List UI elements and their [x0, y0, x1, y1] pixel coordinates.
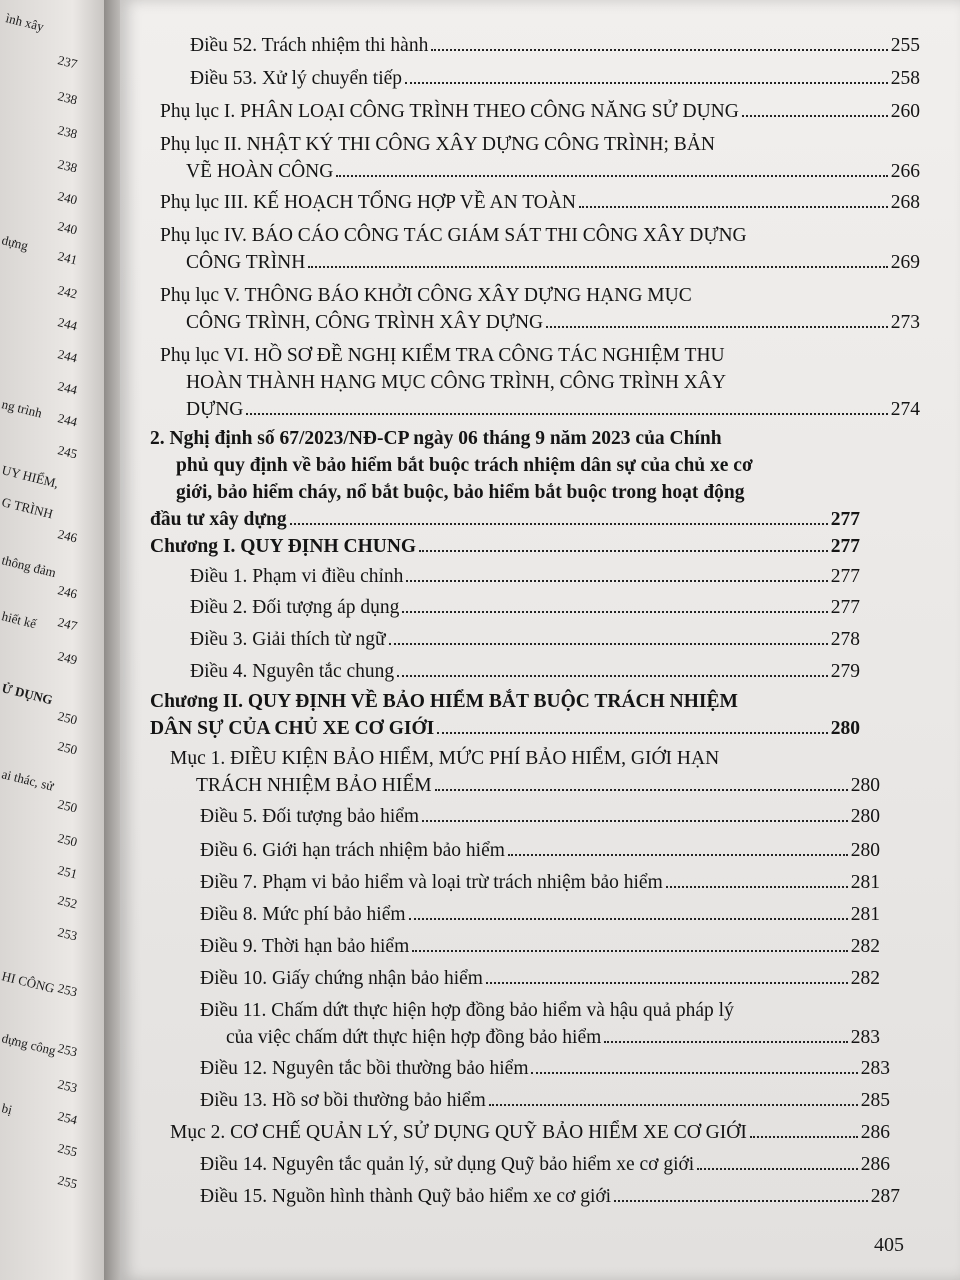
- dot-leader: [397, 675, 828, 677]
- dot-leader: [419, 550, 828, 552]
- toc-page-number: 274: [890, 399, 920, 420]
- toc-entry-line: Phụ lục II. NHẬT KÝ THI CÔNG XÂY DỰNG CÔNG TRÌNH; BẢN: [160, 134, 715, 155]
- dot-leader: [486, 982, 848, 984]
- toc-page-number: 277: [830, 597, 860, 618]
- toc-entry-last-line: [190, 65, 920, 92]
- dot-leader: [750, 1136, 858, 1138]
- toc-entry-last-line: [170, 772, 880, 799]
- dot-leader: [402, 611, 827, 613]
- dot-leader: [546, 326, 888, 328]
- dot-leader: [246, 413, 887, 415]
- facing-page-fragment: 240: [56, 218, 79, 238]
- toc-entry: [200, 803, 880, 830]
- toc-page-number: 286: [860, 1122, 890, 1143]
- toc-page-number: 258: [890, 68, 920, 89]
- toc-entry-title: Chương I. QUY ĐỊNH CHUNG: [150, 536, 417, 557]
- facing-page-fragment: bị: [0, 1100, 14, 1118]
- toc-entry: [190, 563, 860, 590]
- toc-entry-title: Điều 12. Nguyên tắc bồi thường bảo hiểm: [200, 1058, 529, 1079]
- toc-entry-title: Điều 9. Thời hạn bảo hiểm: [200, 936, 410, 957]
- toc-page-number: 268: [890, 192, 920, 213]
- facing-page-fragment: 246: [56, 582, 79, 602]
- facing-page-fragment: 254: [56, 1108, 79, 1128]
- toc-entry-title: CÔNG TRÌNH: [186, 252, 306, 273]
- toc-entry-line: Mục 1. ĐIỀU KIỆN BẢO HIỂM, MỨC PHÍ BẢO HIỂM, GIỚI HẠN: [170, 748, 720, 769]
- toc-page-number: 277: [830, 536, 860, 557]
- facing-page-fragment: 253: [56, 980, 79, 1000]
- toc-entry-last-line: [200, 869, 880, 896]
- toc-entry: [190, 626, 860, 653]
- toc-entry-last-line: [200, 1183, 900, 1210]
- facing-page-fragment: 253: [56, 924, 79, 944]
- facing-page-fragment: ình xây: [4, 10, 46, 35]
- facing-page-fragment: 255: [56, 1140, 79, 1160]
- dot-leader: [290, 523, 828, 525]
- facing-page-fragment: dựng: [0, 232, 30, 254]
- toc-entry-last-line: [200, 1024, 880, 1051]
- toc-page-number: 260: [890, 101, 920, 122]
- toc-entry-last-line: [190, 658, 860, 685]
- toc-page-number: 280: [850, 775, 880, 796]
- page-number: 405: [874, 1234, 904, 1256]
- toc-entry: [160, 189, 920, 216]
- toc-page-number: 255: [890, 35, 920, 56]
- facing-page-fragment: 249: [56, 648, 79, 668]
- toc-entry-title: Điều 52. Trách nhiệm thi hành: [190, 35, 429, 56]
- toc-entry-line: Điều 11. Chấm dứt thực hiện hợp đồng bảo hiểm và hậu quả pháp lý: [200, 1000, 734, 1021]
- dot-leader: [412, 950, 848, 952]
- toc-entry: [200, 997, 880, 1051]
- toc-entry-title: Điều 10. Giấy chứng nhận bảo hiểm: [200, 968, 483, 989]
- toc-entry: [200, 837, 880, 864]
- toc-entry-last-line: [160, 98, 920, 125]
- toc-page-number: 266: [890, 161, 920, 182]
- toc-page-number: 286: [860, 1154, 890, 1175]
- toc-page-number: 281: [850, 872, 880, 893]
- facing-page-fragment: 244: [56, 346, 79, 366]
- toc-entry: [200, 965, 880, 992]
- toc-page-number: 279: [830, 661, 860, 682]
- toc-entry: [200, 869, 880, 896]
- toc-entry-last-line: [150, 715, 860, 742]
- dot-leader: [697, 1168, 858, 1170]
- toc-entry-line: Phụ lục VI. HỒ SƠ ĐỀ NGHỊ KIỂM TRA CÔNG TÁC NGHIỆM THU: [160, 345, 725, 366]
- facing-page: [0, 0, 104, 1280]
- facing-page-fragment: 238: [56, 156, 79, 176]
- facing-page-fragment: 250: [56, 796, 79, 816]
- facing-page-fragment: hiết kế: [0, 608, 38, 632]
- facing-page-fragment: dựng công: [0, 1030, 58, 1059]
- table-of-contents: [120, 0, 960, 1280]
- facing-page-fragment: 238: [56, 122, 79, 142]
- dot-leader: [614, 1200, 868, 1202]
- toc-page-number: 280: [850, 806, 880, 827]
- toc-entry-last-line: [150, 506, 860, 533]
- toc-entry: [160, 342, 920, 423]
- dot-leader: [308, 266, 887, 268]
- facing-page-fragment: 252: [56, 892, 79, 912]
- facing-page-fragment: 242: [56, 282, 79, 302]
- toc-entry-last-line: [160, 396, 920, 423]
- toc-entry: [190, 32, 920, 59]
- facing-page-fragment: ai thác, sử: [0, 766, 56, 794]
- toc-entry-title: của việc chấm dứt thực hiện hợp đồng bảo hiểm: [226, 1027, 602, 1048]
- dot-leader: [336, 175, 887, 177]
- toc-entry: [170, 1119, 890, 1146]
- facing-page-fragment: 245: [56, 442, 79, 462]
- facing-page-fragment: 250: [56, 738, 79, 758]
- facing-page-fragment: 253: [56, 1040, 79, 1060]
- toc-entry: [200, 1087, 890, 1114]
- toc-entry-title: CÔNG TRÌNH, CÔNG TRÌNH XÂY DỰNG: [186, 312, 544, 333]
- facing-page-fragment: 237: [56, 52, 79, 72]
- toc-entry-last-line: [160, 249, 920, 276]
- toc-entry-title: Điều 2. Đối tượng áp dụng: [190, 597, 400, 618]
- toc-entry-last-line: [190, 594, 860, 621]
- facing-page-fragment: 244: [56, 378, 79, 398]
- dot-leader: [437, 732, 828, 734]
- dot-leader: [508, 854, 848, 856]
- toc-entry-title: VẼ HOÀN CÔNG: [186, 161, 334, 182]
- toc-entry-line: 2. Nghị định số 67/2023/NĐ-CP ngày 06 tháng 9 năm 2023 của Chính: [150, 428, 722, 449]
- toc-page-number: 278: [830, 629, 860, 650]
- toc-entry-title: Điều 53. Xử lý chuyển tiếp: [190, 68, 403, 89]
- toc-entry-title: Điều 14. Nguyên tắc quản lý, sử dụng Quỹ bảo hiểm xe cơ giới: [200, 1154, 695, 1175]
- dot-leader: [531, 1072, 857, 1074]
- dot-leader: [489, 1104, 858, 1106]
- toc-entry: [150, 533, 860, 560]
- facing-page-fragment: 241: [56, 248, 79, 268]
- toc-page-number: 283: [850, 1027, 880, 1048]
- toc-entry: [200, 1183, 900, 1210]
- facing-page-fragment: G TRÌNH: [0, 494, 55, 522]
- toc-entry-last-line: [170, 1119, 890, 1146]
- facing-page-fragment: 255: [56, 1172, 79, 1192]
- toc-entry-title: Điều 13. Hồ sơ bồi thường bảo hiểm: [200, 1090, 486, 1111]
- toc-entry-last-line: [160, 158, 920, 185]
- toc-entry: [200, 1151, 890, 1178]
- toc-entry: [160, 98, 920, 125]
- toc-page-number: 273: [890, 312, 920, 333]
- toc-entry-line: giới, bảo hiểm cháy, nổ bắt buộc, bảo hiểm bắt buộc trong hoạt động: [176, 482, 745, 503]
- toc-entry-line: Phụ lục IV. BÁO CÁO CÔNG TÁC GIÁM SÁT THI CÔNG XÂY DỰNG: [160, 225, 747, 246]
- dot-leader: [579, 206, 888, 208]
- dot-leader: [406, 580, 827, 582]
- toc-entry-title: đầu tư xây dựng: [150, 509, 287, 530]
- dot-leader: [435, 789, 848, 791]
- facing-page-fragment: ng trình: [0, 396, 44, 421]
- toc-entry-last-line: [190, 32, 920, 59]
- toc-entry-last-line: [200, 837, 880, 864]
- toc-entry: [190, 594, 860, 621]
- toc-entry-last-line: [200, 1087, 890, 1114]
- facing-page-fragment: HI CÔNG: [0, 968, 57, 996]
- toc-entry-line: HOÀN THÀNH HẠNG MỤC CÔNG TRÌNH, CÔNG TRÌNH XÂY: [186, 372, 727, 393]
- toc-entry: [190, 65, 920, 92]
- dot-leader: [405, 82, 888, 84]
- toc-entry-title: DÂN SỰ CỦA CHỦ XE CƠ GIỚI: [150, 718, 435, 739]
- facing-page-fragment: 247: [56, 614, 79, 634]
- toc-page-number: 287: [870, 1186, 900, 1207]
- toc-entry-last-line: [150, 533, 860, 560]
- toc-entry-last-line: [190, 626, 860, 653]
- facing-page-fragment: 244: [56, 314, 79, 334]
- toc-entry-last-line: [200, 901, 880, 928]
- facing-page-fragment: 240: [56, 188, 79, 208]
- toc-entry-last-line: [190, 563, 860, 590]
- dot-leader: [742, 115, 888, 117]
- toc-entry: [160, 222, 920, 276]
- toc-page-number: 285: [860, 1090, 890, 1111]
- dot-leader: [389, 643, 828, 645]
- toc-entry: [160, 282, 920, 336]
- toc-entry-last-line: [160, 189, 920, 216]
- toc-entry-last-line: [200, 1055, 890, 1082]
- facing-page-fragment: UY HIỂM,: [0, 462, 61, 491]
- toc-page-number: 282: [850, 936, 880, 957]
- toc-entry-last-line: [160, 309, 920, 336]
- toc-entry-title: TRÁCH NHIỆM BẢO HIỂM: [196, 775, 432, 796]
- toc-page: [120, 0, 960, 1280]
- facing-page-fragment: 250: [56, 708, 79, 728]
- dot-leader: [422, 820, 848, 822]
- toc-entry-title: Điều 4. Nguyên tắc chung: [190, 661, 395, 682]
- facing-page-fragment: 244: [56, 410, 79, 430]
- toc-page-number: 282: [850, 968, 880, 989]
- toc-entry-line: phủ quy định về bảo hiểm bắt buộc trách nhiệm dân sự của chủ xe cơ: [176, 455, 753, 476]
- toc-entry-title: Phụ lục I. PHÂN LOẠI CÔNG TRÌNH THEO CÔNG NĂNG SỬ DỤNG: [160, 101, 739, 122]
- toc-page-number: 280: [830, 718, 860, 739]
- toc-page-number: 277: [830, 509, 860, 530]
- toc-entry-title: Điều 8. Mức phí bảo hiểm: [200, 904, 406, 925]
- toc-entry-last-line: [200, 803, 880, 830]
- dot-leader: [604, 1041, 847, 1043]
- toc-page-number: 283: [860, 1058, 890, 1079]
- facing-page-fragment: 238: [56, 88, 79, 108]
- toc-page-number: 281: [850, 904, 880, 925]
- toc-entry-title: Điều 7. Phạm vi bảo hiểm và loại trừ trách nhiệm bảo hiểm: [200, 872, 663, 893]
- toc-entry-title: Điều 5. Đối tượng bảo hiểm: [200, 806, 420, 827]
- toc-entry-last-line: [200, 1151, 890, 1178]
- toc-entry-title: Điều 1. Phạm vi điều chỉnh: [190, 566, 404, 587]
- toc-page-number: 277: [830, 566, 860, 587]
- facing-page-fragment: 253: [56, 1076, 79, 1096]
- toc-entry: [200, 1055, 890, 1082]
- toc-entry-last-line: [200, 933, 880, 960]
- toc-entry-title: Mục 2. CƠ CHẾ QUẢN LÝ, SỬ DỤNG QUỸ BẢO HIỂM XE CƠ GIỚI: [170, 1122, 747, 1143]
- dot-leader: [666, 886, 848, 888]
- toc-entry-title: DỰNG: [186, 399, 244, 420]
- toc-entry: [200, 901, 880, 928]
- toc-entry-title: Điều 3. Giải thích từ ngữ: [190, 629, 386, 650]
- toc-page-number: 269: [890, 252, 920, 273]
- toc-entry: [150, 688, 860, 742]
- toc-entry: [170, 745, 880, 799]
- facing-page-fragment: 246: [56, 526, 79, 546]
- toc-entry-title: Điều 15. Nguồn hình thành Quỹ bảo hiểm xe cơ giới: [200, 1186, 612, 1207]
- dot-leader: [409, 918, 848, 920]
- dot-leader: [431, 49, 887, 51]
- toc-entry: [160, 131, 920, 185]
- toc-entry-line: Chương II. QUY ĐỊNH VỀ BẢO HIỂM BẮT BUỘC TRÁCH NHIỆM: [150, 691, 738, 712]
- toc-entry-title: Phụ lục III. KẾ HOẠCH TỔNG HỢP VỀ AN TOÀN: [160, 192, 577, 213]
- facing-page-fragment: Ử DỤNG: [0, 680, 55, 708]
- toc-entry-last-line: [200, 965, 880, 992]
- toc-entry: [200, 933, 880, 960]
- toc-entry-title: Điều 6. Giới hạn trách nhiệm bảo hiểm: [200, 840, 505, 861]
- facing-page-fragment: 251: [56, 862, 79, 882]
- toc-entry-line: Phụ lục V. THÔNG BÁO KHỞI CÔNG XÂY DỰNG HẠNG MỤC: [160, 285, 692, 306]
- toc-entry: [150, 425, 860, 533]
- toc-entry: [190, 658, 860, 685]
- toc-page-number: 280: [850, 840, 880, 861]
- facing-page-fragment: thông đảm: [0, 552, 58, 581]
- facing-page-fragment: 250: [56, 830, 79, 850]
